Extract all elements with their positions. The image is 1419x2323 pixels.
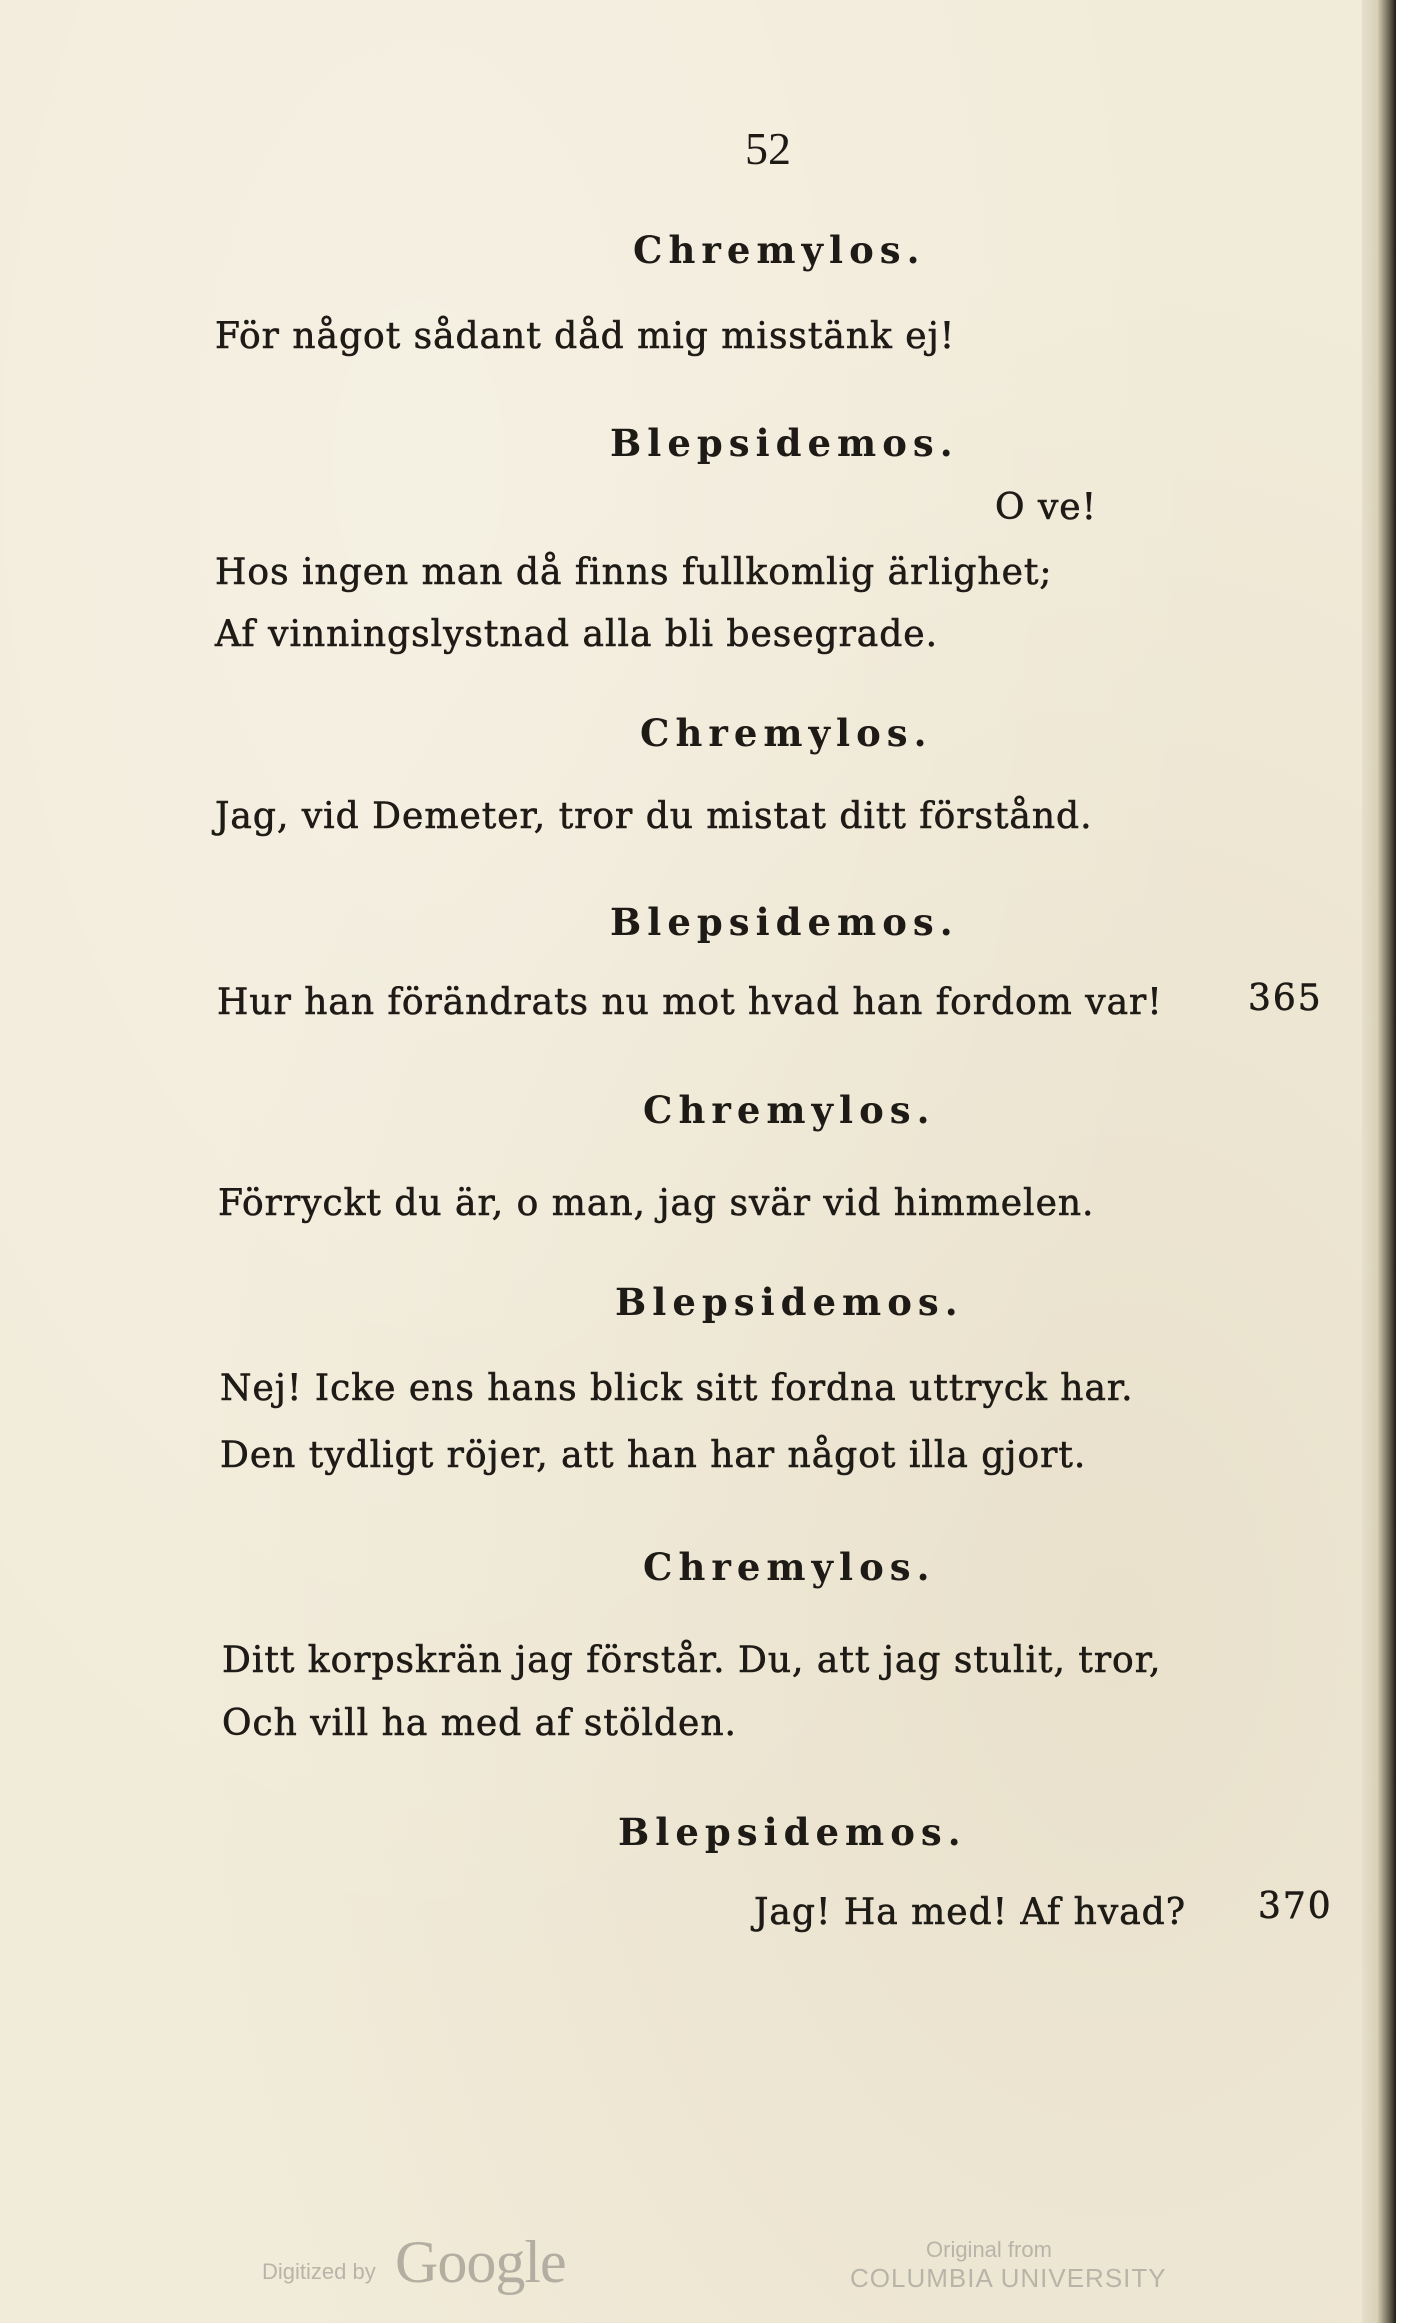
verse-line: Nej! Icke ens hans blick sitt fordna uttryck har. (220, 1368, 1134, 1409)
verse-line: Af vinningslystnad alla bli besegrade. (215, 614, 939, 655)
speaker-heading: Blepsidemos. (610, 421, 959, 465)
verse-line: Den tydligt röjer, att han har något illa gjort. (220, 1435, 1087, 1476)
verse-number: 370 (1258, 1886, 1333, 1927)
verse-line: Och vill ha med af stölden. (222, 1703, 737, 1744)
verse-line: För något sådant dåd mig misstänk ej! (215, 316, 956, 357)
speaker-heading: Chremylos. (633, 228, 926, 272)
page-edge-shadow (1362, 0, 1396, 2323)
page-number: 52 (745, 123, 791, 174)
university-label: COLUMBIA UNIVERSITY (850, 2263, 1167, 2293)
speaker-heading: Blepsidemos. (618, 1810, 967, 1854)
google-logo: Google (395, 2229, 566, 2295)
speaker-heading: Blepsidemos. (615, 1280, 964, 1324)
speaker-heading: Chremylos. (643, 1088, 936, 1132)
original-from-label: Original from (926, 2237, 1052, 2262)
speaker-heading: Chremylos. (643, 1545, 936, 1589)
verse-line: Jag, vid Demeter, tror du mistat ditt förstånd. (215, 796, 1093, 837)
digitized-by-label: Digitized by (262, 2259, 376, 2284)
verse-line: Ditt korpskrän jag förstår. Du, att jag stulit, tror, (222, 1640, 1162, 1681)
speaker-heading: Chremylos. (640, 711, 933, 755)
verse-line: Förryckt du är, o man, jag svär vid himmelen. (218, 1183, 1095, 1224)
verse-number: 365 (1248, 978, 1323, 1019)
verse-line: Jag! Ha med! Af hvad? (754, 1892, 1187, 1933)
verse-line: O ve! (995, 487, 1098, 528)
verse-line: Hur han förändrats nu mot hvad han fordom var! (217, 982, 1163, 1023)
verse-line: Hos ingen man då finns fullkomlig ärlighet; (215, 552, 1053, 593)
speaker-heading: Blepsidemos. (610, 900, 959, 944)
